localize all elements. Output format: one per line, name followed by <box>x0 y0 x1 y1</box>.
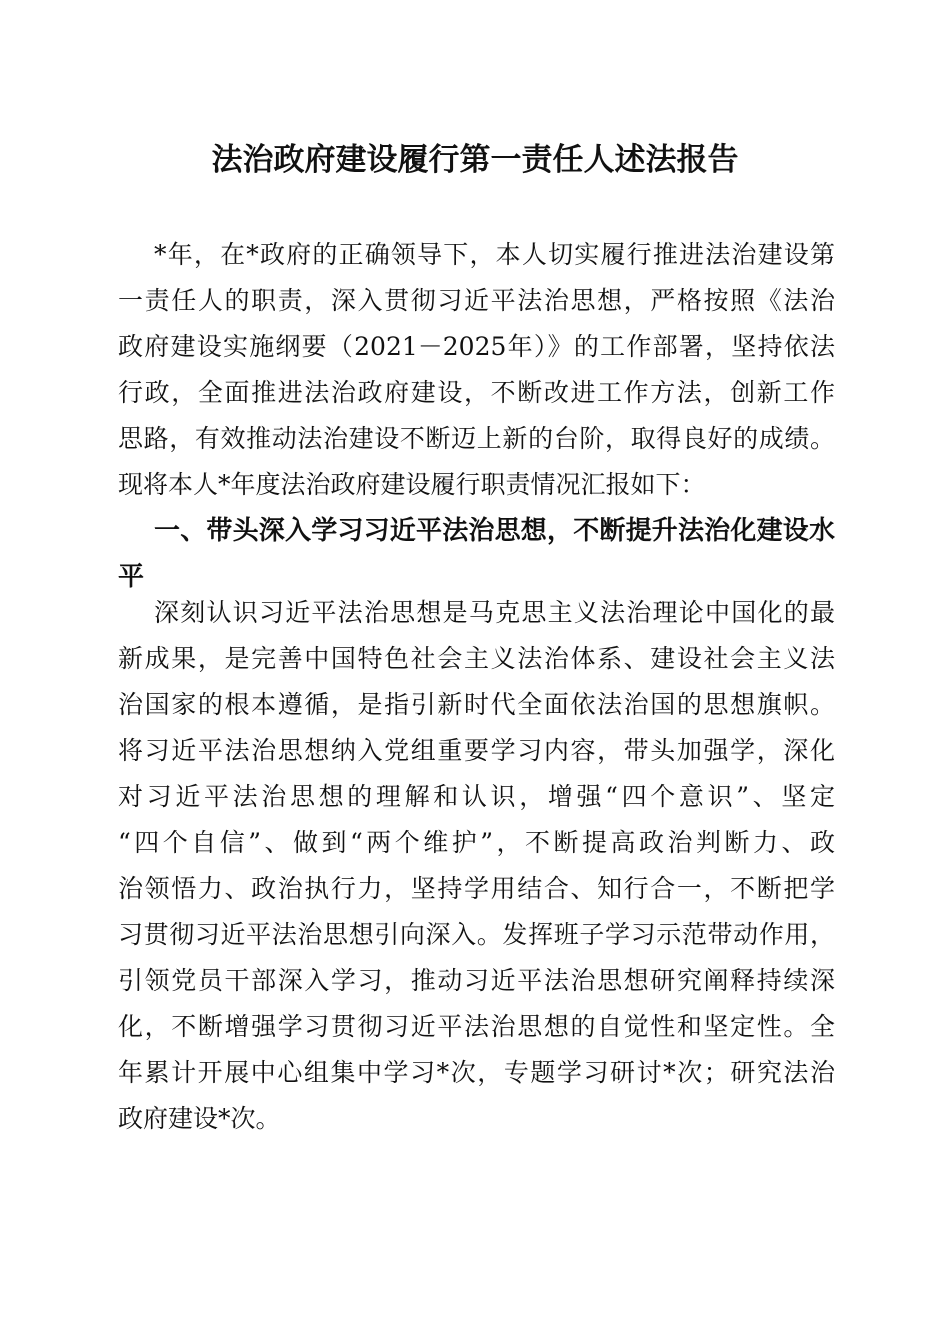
text-line: 化，不断增强学习贯彻习近平法治思想的自觉性和坚定性。全 <box>118 1012 835 1041</box>
heading-line: 一、带头深入学习习近平法治思想，不断提升法治化建设水 <box>154 516 835 546</box>
document-title: 法治政府建设履行第一责任人述法报告 <box>211 142 739 178</box>
text-line: 深刻认识习近平法治思想是马克思主义法治理论中国化的最 <box>154 598 835 627</box>
text-line: 新成果，是完善中国特色社会主义法治体系、建设社会主义法 <box>118 644 835 673</box>
text-line: 习贯彻习近平法治思想引向深入。发挥班子学习示范带动作用， <box>118 920 835 949</box>
section-1-paragraph <box>118 590 835 1142</box>
section-heading-1 <box>118 508 835 600</box>
intro-paragraph <box>118 232 835 508</box>
text-line: 对习近平法治思想的理解和认识，增强“四个意识”、坚定 <box>118 782 835 811</box>
text-line: 思路，有效推动法治建设不断迈上新的台阶，取得良好的成绩。 <box>118 424 835 453</box>
text-line: 治领悟力、政治执行力，坚持学用结合、知行合一，不断把学 <box>118 874 835 903</box>
text-line: “四个自信”、做到“两个维护”，不断提高政治判断力、政 <box>118 828 835 857</box>
text-line: 行政，全面推进法治政府建设，不断改进工作方法，创新工作 <box>118 378 835 407</box>
text-line: 现将本人*年度法治政府建设履行职责情况汇报如下： <box>118 470 706 499</box>
text-line: *年，在*政府的正确领导下，本人切实履行推进法治建设第 <box>154 240 835 269</box>
text-line: 政府建设实施纲要（2021－2025年）》的工作部署，坚持依法 <box>118 332 835 361</box>
text-line: 引领党员干部深入学习，推动习近平法治思想研究阐释持续深 <box>118 966 835 995</box>
text-line: 一责任人的职责，深入贯彻习近平法治思想，严格按照《法治 <box>118 286 835 315</box>
text-line: 治国家的根本遵循，是指引新时代全面依法治国的思想旗帜。 <box>118 690 835 719</box>
text-line: 政府建设*次。 <box>118 1104 281 1133</box>
text-line: 年累计开展中心组集中学习*次，专题学习研讨*次；研究法治 <box>118 1058 835 1087</box>
heading-line: 平 <box>118 562 145 592</box>
text-line: 将习近平法治思想纳入党组重要学习内容，带头加强学，深化 <box>118 736 835 765</box>
